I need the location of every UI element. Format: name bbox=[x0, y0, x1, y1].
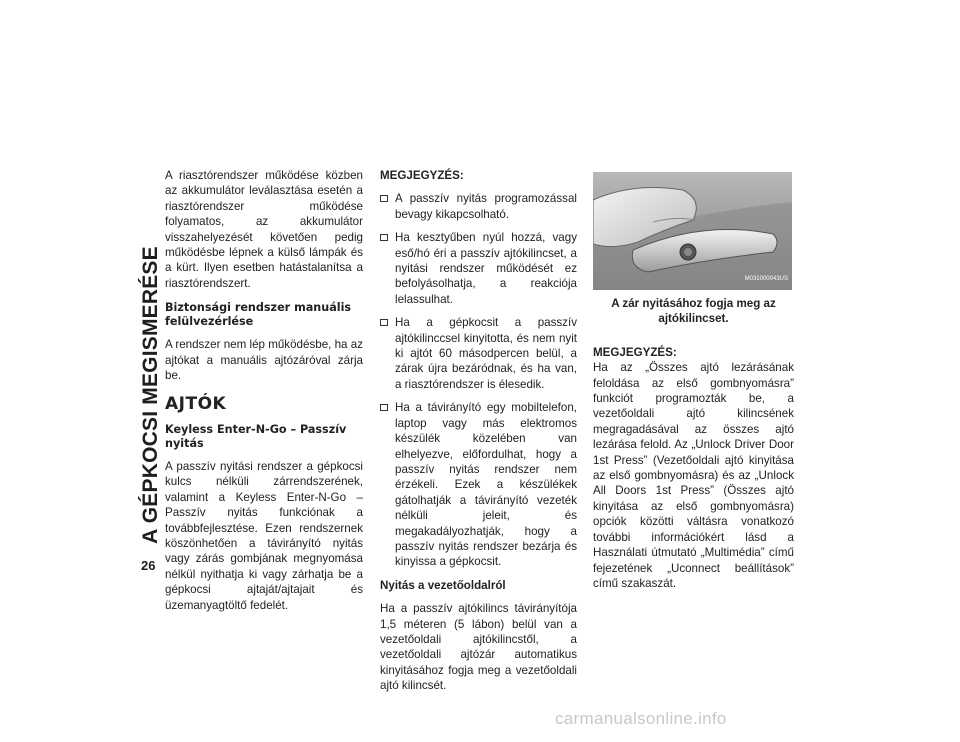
watermark: carmanualsonline.info bbox=[555, 709, 727, 728]
column-2 bbox=[380, 168, 577, 702]
subheading-manual-override: Biztonsági rendszer manuális felülvezérlése bbox=[165, 301, 352, 329]
checkbox-bullet-icon bbox=[380, 195, 388, 202]
note-bullet bbox=[380, 191, 577, 222]
note-bullet bbox=[380, 315, 577, 392]
subheading-keyless-enter: Keyless Enter-N-Go – Passzív nyitás bbox=[165, 422, 347, 450]
section-heading-doors: AJTÓK bbox=[165, 394, 227, 415]
column-1 bbox=[165, 168, 363, 621]
paragraph-driver-side-unlock: Ha a passzív ajtókilincs távirányítója 1,5 méteren (5 lábon) belül van a vezetőoldali ajtókilincstől, a vezetőoldali ajtózár automatikus kinyitásához fogja meg a vezetőoldali ajtó kilincsét. bbox=[380, 602, 577, 693]
note-bullet-text: Ha a távirányító egy mobiltelefon, laptop vagy más elektromos készülék közelében van elhelyezve, előfordulhat, hogy a passzív nyitás rendszer nem érzékeli. Ezek a készülékek gátolhatják a távirányító vezeték nélküli jeleit, és megakadályozhatják, hogy a passzív nyitás rendszer bezárja és kinyissa a gépkocsit. bbox=[395, 401, 577, 569]
paragraph-manual-lock: A rendszer nem lép működésbe, ha az ajtókat a manuális ajtózáróval zárja be. bbox=[165, 338, 363, 383]
note-bullet bbox=[380, 400, 577, 569]
note-bullet-text: Ha a gépkocsit a passzív ajtókilinccsel kinyitotta, és nem nyit ki ajtót 60 másodpercen belül, a zárak újra bezáródnak, és ha van, a riasztórendszer is élesedik. bbox=[395, 316, 577, 391]
subheading-driver-side: Nyitás a vezetőoldalról bbox=[380, 578, 506, 592]
note-bullet-text: A passzív nyitás programozással bevagy kikapcsolható. bbox=[395, 192, 577, 221]
section-side-title bbox=[136, 170, 166, 620]
note-label: MEGJEGYZÉS: bbox=[380, 169, 464, 182]
column-3 bbox=[593, 172, 794, 599]
checkbox-bullet-icon bbox=[380, 319, 388, 326]
checkbox-bullet-icon bbox=[380, 404, 388, 411]
section-side-title-text: A GÉPKOCSI MEGISMERÉSE bbox=[139, 246, 162, 544]
paragraph-alarm-battery: A riasztórendszer működése közben az akkumulátor leválasztása esetén a riasztórendszer működése folyamatos, az akkumulátor visszahelyezését követően pedig működésbe lépnek a külső lámpák és a kürt. Ilyen esetben hatástalanítsa a riasztórendszert. bbox=[165, 169, 363, 290]
note-bullet-text: Ha kesztyűben nyúl hozzá, vagy eső/hó éri a passzív ajtókilincset, a nyitási rendszer működését ez befolyásolhatja, a reakciója lelassulhat. bbox=[395, 231, 577, 306]
figure-code: M031000043US bbox=[744, 275, 788, 282]
checkbox-bullet-icon bbox=[380, 234, 388, 241]
paragraph-unlock-all-doors: Ha az „Összes ajtó lezárásának feloldása az első gombnyomásra” funkciót programozták be, a vezetőoldali ajtó kilincsének megragadásával az összes ajtó lezárása felold. Az „Unlock Driver Door 1st Press” (Vezetőoldali ajtó kinyitása az első gombnyomásra) és az „Unlock All Doors 1st Press” (Összes ajtó kinyitása az első gombnyomásra) opciók közötti váltásra vonatkozó további információkért lásd a Használati útmutató „Multimédia” című fejezetének „Uconnect beállítások” című szakaszát. bbox=[593, 361, 794, 590]
page-number: 26 bbox=[141, 558, 156, 573]
door-handle-figure bbox=[593, 172, 792, 290]
paragraph-passive-entry: A passzív nyitási rendszer a gépkocsi kulcs nélküli zárrendszerének, valamint a Keyless Enter-N-Go – Passzív nyitás funkciónak a továbbfejlesztése. Ezen rendszernek köszönhetően a távirányító nyitás vagy zárás gombjának megnyomása nélkül nyithatja ki vagy zárhatja be a gépkocsi ajtaját/ajtajait és üzemanyagtöltő fedelét. bbox=[165, 459, 363, 612]
note-bullet bbox=[380, 230, 577, 307]
figure-caption: A zár nyitásához fogja meg az ajtókilincset. bbox=[611, 297, 776, 326]
note-label: MEGJEGYZÉS: bbox=[593, 345, 677, 359]
